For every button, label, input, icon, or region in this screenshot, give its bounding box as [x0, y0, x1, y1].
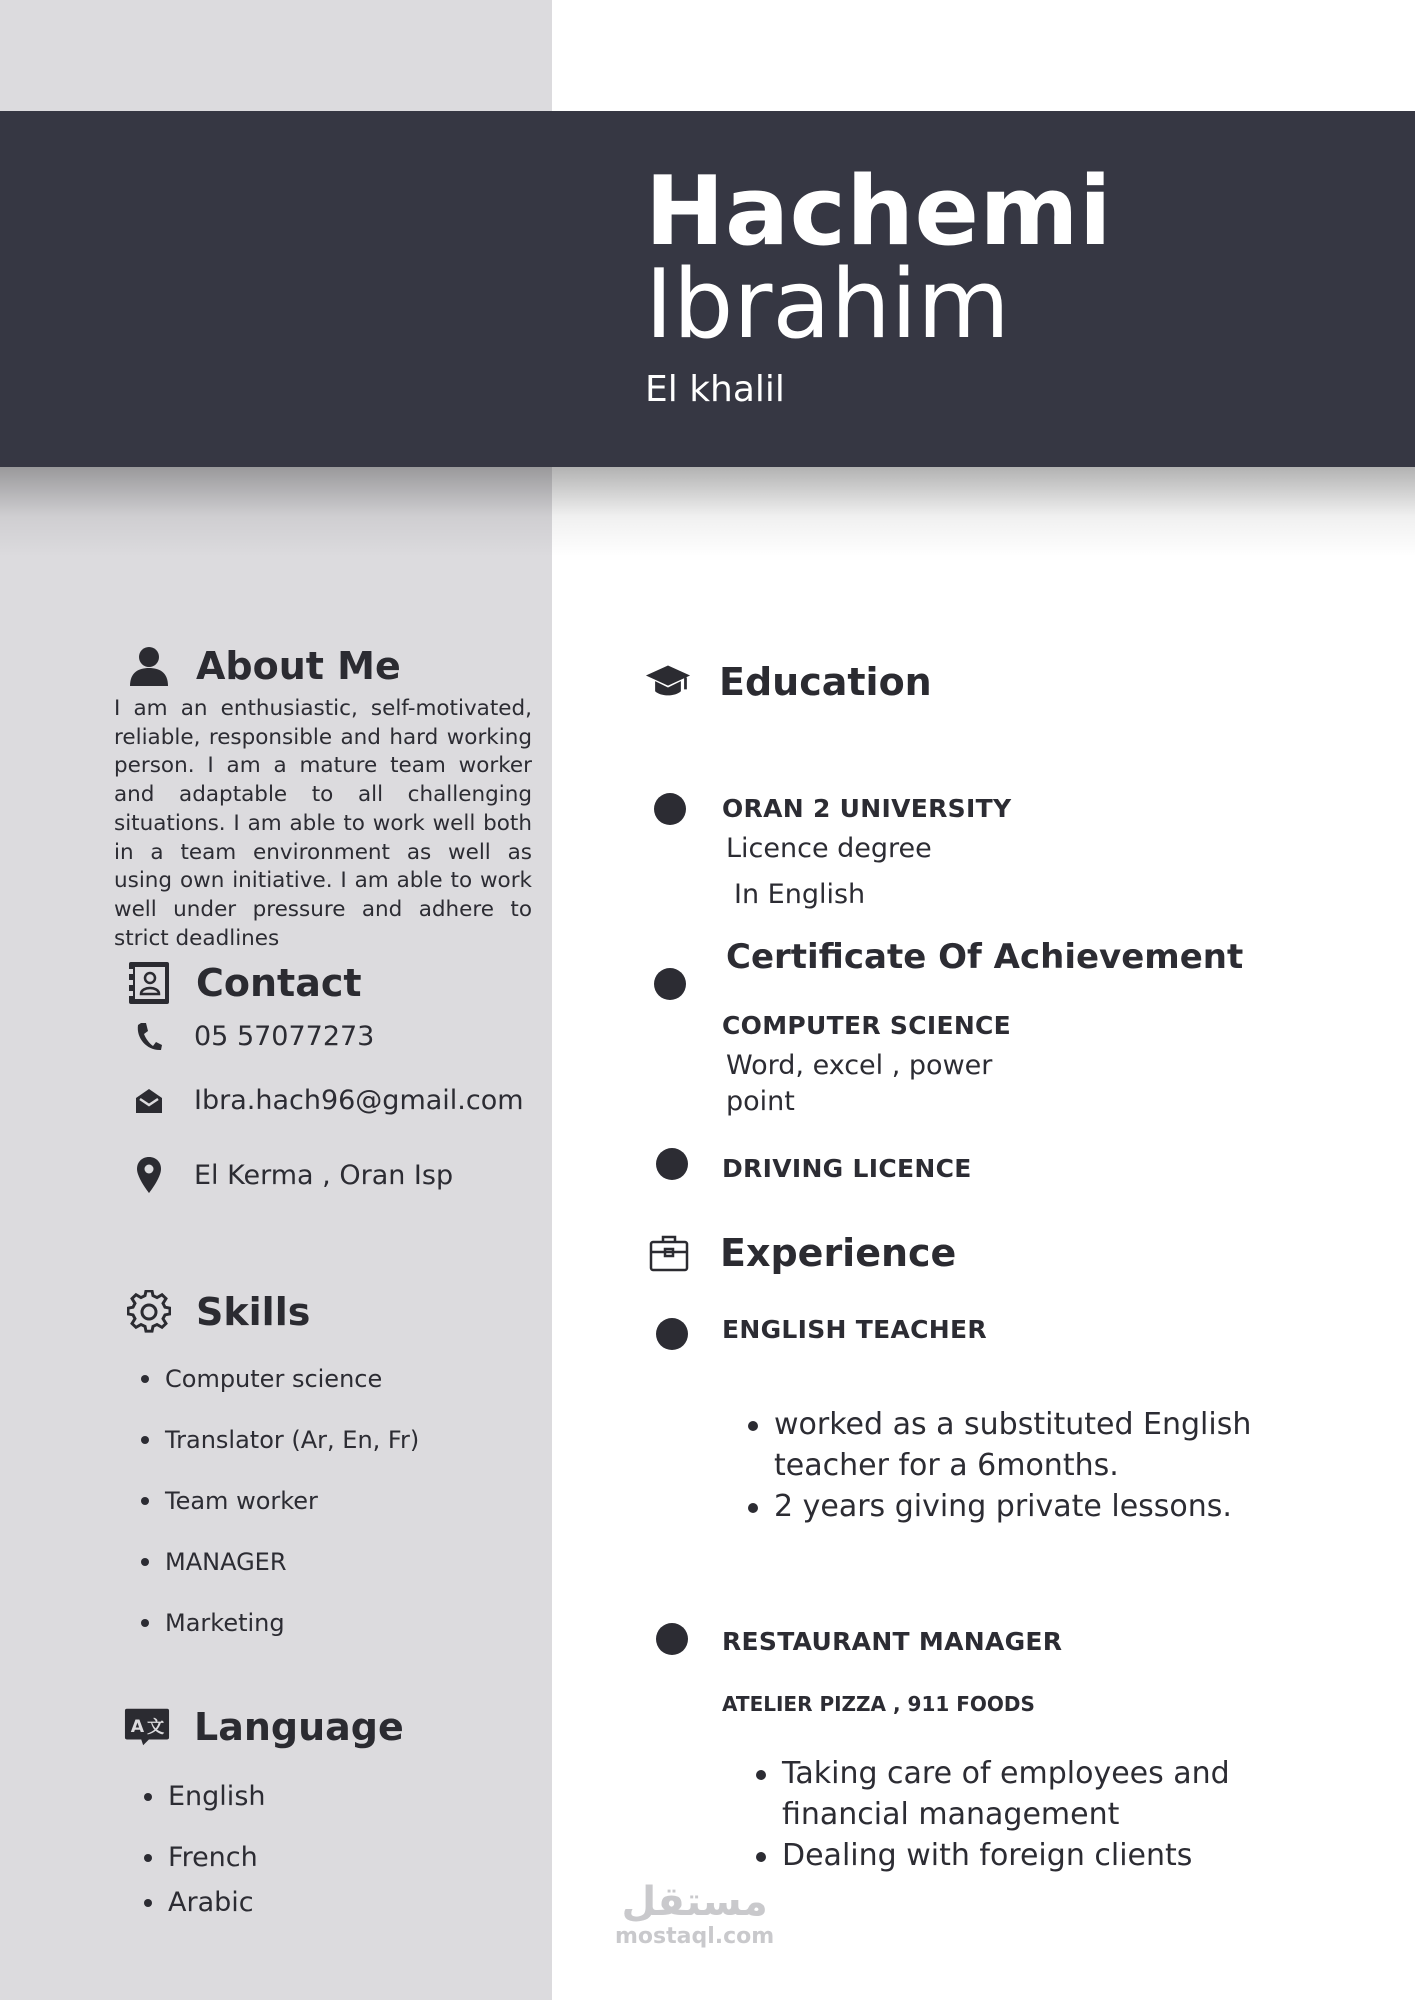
phone-icon: [130, 1022, 168, 1052]
envelope-icon: [130, 1088, 168, 1114]
first-name: Hachemi: [645, 157, 1113, 267]
phone-number: 05 57077273: [194, 1021, 375, 1052]
language-title: Language: [194, 1705, 404, 1749]
address: El Kerma , Oran Isp: [194, 1159, 454, 1191]
contact-book-icon: [126, 960, 172, 1006]
sub-name: El khalil: [645, 369, 785, 410]
job-title: RESTAURANT MANAGER: [722, 1627, 1063, 1656]
contact-phone: [130, 1021, 374, 1052]
timeline-dot: [654, 968, 686, 1000]
certificate-heading: Certificate Of Achievement: [726, 937, 1244, 977]
watermark: [615, 1880, 774, 1950]
job-title: ENGLISH TEACHER: [722, 1315, 987, 1344]
experience-heading: [646, 1230, 956, 1276]
skill-item: Translator (Ar, En, Fr): [135, 1425, 419, 1486]
skill-item: Team worker: [135, 1486, 419, 1547]
contact-title: Contact: [196, 961, 362, 1005]
contact-heading: [126, 960, 362, 1006]
job-bullets: [740, 1404, 1300, 1527]
header-shadow: [0, 467, 1415, 557]
skills-title: Skills: [196, 1290, 311, 1334]
watermark-latin: mostaql.com: [615, 1924, 775, 1949]
education-entry-title: ORAN 2 UNIVERSITY: [722, 794, 1012, 823]
skill-item: MANAGER: [135, 1547, 419, 1608]
education-title: Education: [719, 660, 932, 704]
education-entry-title: DRIVING LICENCE: [722, 1154, 972, 1183]
svg-text:文: 文: [147, 1717, 165, 1738]
contact-address: [130, 1156, 453, 1194]
language-heading: [124, 1704, 404, 1750]
about-title: About Me: [196, 644, 401, 688]
job-bullet: Dealing with foreign clients: [748, 1835, 1268, 1876]
education-entry-line: Licence degree: [726, 833, 932, 864]
skills-list: [135, 1364, 419, 1669]
education-entry-line: Word, excel , power: [726, 1050, 993, 1081]
gear-icon: [126, 1289, 172, 1335]
job-company: ATELIER PIZZA , 911 FOODS: [722, 1692, 1035, 1716]
svg-text:A: A: [130, 1716, 145, 1737]
experience-title: Experience: [720, 1231, 957, 1275]
briefcase-icon: [646, 1230, 692, 1276]
timeline-dot: [656, 1318, 688, 1350]
job-bullet: 2 years giving private lessons.: [740, 1486, 1300, 1527]
graduation-cap-icon: [645, 659, 691, 705]
person-icon: [126, 643, 172, 689]
timeline-dot: [656, 1148, 688, 1180]
email-address: Ibra.hach96@gmail.com: [194, 1085, 524, 1116]
last-name: Ibrahim: [645, 250, 1010, 360]
translate-icon: [124, 1704, 170, 1750]
education-entry-title: COMPUTER SCIENCE: [722, 1011, 1012, 1040]
education-heading: [645, 659, 932, 705]
timeline-dot: [654, 793, 686, 825]
skill-item: Marketing: [135, 1608, 419, 1669]
map-pin-icon: [130, 1156, 168, 1194]
language-item: French: [138, 1842, 266, 1887]
education-entry-line: point: [726, 1086, 795, 1117]
language-list: [138, 1781, 266, 1919]
job-bullet: Taking care of employees and financial management: [748, 1753, 1268, 1835]
language-item: Arabic: [138, 1887, 266, 1919]
education-entry-line: In English: [734, 879, 866, 910]
timeline-dot: [656, 1623, 688, 1655]
job-bullets: [748, 1753, 1268, 1876]
skill-item: Computer science: [135, 1364, 419, 1425]
contact-email: [130, 1085, 524, 1116]
language-item: English: [138, 1781, 266, 1842]
about-text: I am an enthusiastic, self-motivated, reliable, responsible and hard working person. I am a mature team worker and adaptable to all challenging situations. I am able to work well both in a team environment as well as using own initiative. I am able to work well under pressure and adhere to strict deadlines: [114, 696, 532, 951]
skills-heading: [126, 1289, 310, 1335]
about-heading: [126, 643, 401, 689]
job-bullet: worked as a substituted English teacher for a 6months.: [740, 1404, 1300, 1486]
watermark-arabic: مستقل: [621, 1879, 768, 1925]
